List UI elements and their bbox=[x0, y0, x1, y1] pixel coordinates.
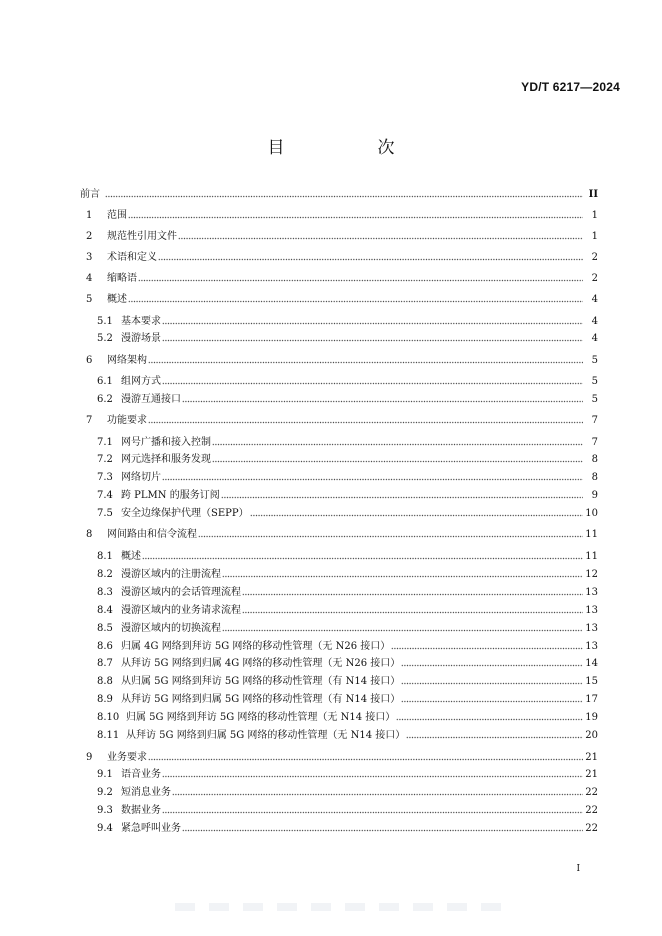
toc-entry-label: 跨 PLMN 的服务订阅 bbox=[121, 490, 220, 501]
toc-entry-page: 8 bbox=[591, 454, 598, 465]
toc-entry[interactable] bbox=[0, 821, 662, 837]
dot-leader bbox=[172, 785, 583, 796]
toc-entry-line bbox=[104, 187, 584, 198]
toc-entry-number: 7.3 bbox=[97, 472, 113, 483]
toc-entry[interactable] bbox=[0, 292, 662, 308]
dot-leader bbox=[162, 767, 583, 778]
document-id: YD/T 6217—2024 bbox=[521, 80, 620, 94]
toc-entry-page: 1 bbox=[591, 231, 598, 242]
toc-entry-page: 2 bbox=[591, 273, 598, 284]
toc-entry-number: 6.2 bbox=[97, 394, 113, 405]
toc-entry[interactable] bbox=[0, 785, 662, 801]
toc-entry-page: 1 bbox=[591, 210, 598, 221]
toc-entry[interactable] bbox=[0, 374, 662, 390]
dot-leader bbox=[250, 506, 583, 517]
toc-entry[interactable] bbox=[0, 452, 662, 468]
dot-leader bbox=[401, 692, 583, 703]
toc-entry[interactable] bbox=[0, 656, 662, 672]
toc-entry-line bbox=[107, 292, 584, 308]
toc-entry-label: 紧急呼叫业务 bbox=[121, 823, 181, 834]
toc-entry-page: 22 bbox=[585, 823, 598, 834]
toc-entry-number: 8.10 bbox=[97, 712, 120, 723]
dot-leader bbox=[401, 656, 583, 667]
toc-entry-number: 8.9 bbox=[97, 694, 113, 705]
toc-entry-page: 2 bbox=[591, 252, 598, 263]
dot-leader bbox=[162, 803, 583, 814]
toc-entry-line bbox=[126, 710, 584, 726]
toc-entry-label: 网号广播和接入控制 bbox=[121, 437, 211, 448]
toc-entry-line bbox=[121, 656, 584, 672]
dot-leader bbox=[212, 452, 583, 463]
toc-entry-page: 11 bbox=[585, 529, 598, 540]
toc-entry[interactable] bbox=[0, 392, 662, 408]
toc-entry-line bbox=[126, 728, 584, 744]
toc-entry-number: 8.2 bbox=[97, 569, 113, 580]
toc-entry-page: 20 bbox=[585, 730, 598, 741]
toc-entry-line bbox=[121, 674, 584, 690]
toc-entry-page: 10 bbox=[585, 508, 598, 519]
toc-entry-number: 6 bbox=[86, 355, 93, 366]
toc-entry[interactable] bbox=[0, 435, 662, 451]
toc-entry-page: 22 bbox=[585, 805, 598, 816]
toc-entry-line bbox=[121, 549, 584, 565]
toc-entry-page: 7 bbox=[591, 437, 598, 448]
toc-entry-number: 9 bbox=[86, 752, 93, 763]
toc-entry[interactable] bbox=[0, 549, 662, 565]
toc-entry-label: 网元选择和服务发现 bbox=[121, 454, 211, 465]
toc-entry-label: 归属 5G 网络到拜访 5G 网络的移动性管理（无 N14 接口） bbox=[126, 712, 396, 723]
toc-entry[interactable] bbox=[0, 585, 662, 601]
toc-entry-line bbox=[121, 567, 584, 583]
toc-entry-page: 13 bbox=[585, 587, 598, 598]
toc-entry[interactable] bbox=[0, 674, 662, 690]
toc-entry-line bbox=[107, 229, 584, 245]
toc-entry-line bbox=[121, 621, 584, 637]
toc-entry-label: 安全边缘保护代理（SEPP） bbox=[121, 508, 249, 519]
toc-entry-label: 业务要求 bbox=[107, 752, 147, 763]
toc-entry-number: 9.2 bbox=[97, 787, 113, 798]
toc-entry-line bbox=[121, 331, 584, 347]
toc-entry-page: 19 bbox=[585, 712, 598, 723]
toc-entry-page: 21 bbox=[585, 752, 598, 763]
toc-entry-page: 4 bbox=[591, 316, 598, 327]
faint-footer-text bbox=[175, 903, 505, 911]
toc-entry-line bbox=[121, 488, 584, 504]
toc-entry-number: 7.5 bbox=[97, 508, 113, 519]
toc-entry-label: 缩略语 bbox=[107, 273, 137, 284]
toc-entry[interactable] bbox=[0, 527, 662, 543]
dot-leader bbox=[105, 187, 583, 198]
toc-entry-label: 前言 bbox=[80, 189, 100, 200]
toc-entry[interactable] bbox=[0, 603, 662, 619]
toc-entry-line bbox=[121, 821, 584, 837]
toc-entry-number: 7 bbox=[86, 415, 93, 426]
toc-entry-label: 归属 4G 网络到拜访 5G 网络的移动性管理（无 N26 接口） bbox=[121, 641, 391, 652]
dot-leader bbox=[162, 331, 583, 342]
toc-entry-page: 8 bbox=[591, 472, 598, 483]
toc-entry-number: 7.4 bbox=[97, 490, 113, 501]
dot-leader bbox=[212, 435, 583, 446]
toc-entry-line bbox=[121, 374, 584, 390]
toc-entry-label: 术语和定义 bbox=[107, 252, 157, 263]
toc-entry[interactable] bbox=[0, 314, 662, 330]
dot-leader bbox=[391, 639, 583, 650]
toc-entry-label: 语音业务 bbox=[121, 769, 161, 780]
toc-entry-number: 5.1 bbox=[97, 316, 113, 327]
toc-entry-number: 9.4 bbox=[97, 823, 113, 834]
toc-entry-page: 5 bbox=[591, 376, 598, 387]
toc-entry-number: 8.3 bbox=[97, 587, 113, 598]
toc-entry-line bbox=[107, 250, 584, 266]
toc-entry-label: 概述 bbox=[121, 551, 141, 562]
toc-entry-page: 13 bbox=[585, 641, 598, 652]
toc-entry-line bbox=[121, 785, 584, 801]
toc-entry-label: 漫游区域内的会话管理流程 bbox=[121, 587, 241, 598]
page-title: 目 次 bbox=[267, 138, 433, 158]
toc-entry-page: 22 bbox=[585, 787, 598, 798]
dot-leader bbox=[158, 250, 583, 261]
toc-entry-line bbox=[107, 413, 584, 429]
toc-entry[interactable] bbox=[0, 353, 662, 369]
toc-entry-label: 网络切片 bbox=[121, 472, 161, 483]
dot-leader bbox=[128, 208, 583, 219]
toc-entry-number: 7.2 bbox=[97, 454, 113, 465]
toc-entry-page: 4 bbox=[591, 294, 598, 305]
toc-entry-number: 4 bbox=[86, 273, 93, 284]
dot-leader bbox=[148, 353, 583, 364]
page-number: I bbox=[576, 864, 580, 874]
toc-entry[interactable] bbox=[0, 767, 662, 783]
toc-entry-line bbox=[121, 767, 584, 783]
dot-leader bbox=[148, 413, 583, 424]
toc-entry-page: 7 bbox=[591, 415, 598, 426]
toc-entry-line bbox=[107, 271, 584, 287]
toc-entry[interactable] bbox=[0, 470, 662, 486]
toc-entry-page: 17 bbox=[585, 694, 598, 705]
toc-entry-page: 12 bbox=[585, 569, 598, 580]
dot-leader bbox=[242, 585, 583, 596]
toc-entry-page: 5 bbox=[591, 394, 598, 405]
toc-entry[interactable] bbox=[0, 488, 662, 504]
toc-entry-line bbox=[107, 208, 584, 224]
toc-entry[interactable] bbox=[0, 803, 662, 819]
toc-entry[interactable] bbox=[0, 728, 662, 744]
dot-leader bbox=[162, 314, 583, 325]
toc-entry-line bbox=[121, 314, 584, 330]
dot-leader bbox=[142, 549, 583, 560]
toc-entry[interactable] bbox=[0, 621, 662, 637]
toc-entry-label: 网间路由和信令流程 bbox=[107, 529, 197, 540]
toc-entry-page: 5 bbox=[591, 355, 598, 366]
toc-entry-label: 概述 bbox=[107, 294, 127, 305]
toc-entry-page: 15 bbox=[585, 676, 598, 687]
toc-entry-line bbox=[121, 692, 584, 708]
toc-entry-number: 6.1 bbox=[97, 376, 113, 387]
toc-entry-line bbox=[121, 506, 584, 522]
toc-entry-page: 9 bbox=[591, 490, 598, 501]
toc-entry[interactable] bbox=[0, 331, 662, 347]
toc-entry-label: 从拜访 5G 网络到归属 5G 网络的移动性管理（无 N14 接口） bbox=[126, 730, 406, 741]
toc-entry[interactable] bbox=[0, 413, 662, 429]
toc-entry-number: 3 bbox=[86, 252, 93, 263]
toc-entry-number: 9.1 bbox=[97, 769, 113, 780]
dot-leader bbox=[401, 674, 583, 685]
toc-entry-number: 2 bbox=[86, 231, 93, 242]
toc-entry-line bbox=[107, 527, 584, 543]
toc-entry-label: 数据业务 bbox=[121, 805, 161, 816]
toc-entry-page: II bbox=[588, 189, 598, 200]
toc-entry-number: 8.8 bbox=[97, 676, 113, 687]
toc-entry-page: 4 bbox=[591, 333, 598, 344]
toc-entry-line bbox=[121, 639, 584, 655]
toc-entry-label: 漫游区域内的业务请求流程 bbox=[121, 605, 241, 616]
toc-entry-label: 从拜访 5G 网络到归属 5G 网络的移动性管理（有 N14 接口） bbox=[121, 694, 401, 705]
toc-entry-number: 5 bbox=[86, 294, 93, 305]
toc-entry-line bbox=[121, 392, 584, 408]
toc-entry-label: 从归属 5G 网络到拜访 5G 网络的移动性管理（有 N14 接口） bbox=[121, 676, 401, 687]
toc-entry-line bbox=[121, 603, 584, 619]
dot-leader bbox=[162, 470, 583, 481]
toc-entry-page: 13 bbox=[585, 605, 598, 616]
toc-entry-label: 范围 bbox=[107, 210, 127, 221]
toc-entry-line bbox=[121, 452, 584, 468]
toc-entry[interactable] bbox=[0, 250, 662, 266]
toc-entry-number: 8.7 bbox=[97, 658, 113, 669]
toc-entry-page: 11 bbox=[585, 551, 598, 562]
toc-entry[interactable] bbox=[0, 271, 662, 287]
dot-leader bbox=[222, 567, 583, 578]
toc-entry-page: 14 bbox=[585, 658, 598, 669]
dot-leader bbox=[221, 488, 583, 499]
toc-entry-label: 漫游区域内的注册流程 bbox=[121, 569, 221, 580]
toc-entry-number: 8.6 bbox=[97, 641, 113, 652]
toc-entry-number: 8.4 bbox=[97, 605, 113, 616]
toc-entry-label: 规范性引用文件 bbox=[107, 231, 177, 242]
toc-entry-label: 组网方式 bbox=[121, 376, 161, 387]
toc-entry-number: 8.11 bbox=[97, 730, 120, 741]
toc-entry-label: 基本要求 bbox=[121, 316, 161, 327]
dot-leader bbox=[138, 271, 583, 282]
dot-leader bbox=[148, 750, 583, 761]
toc-entry-line bbox=[121, 803, 584, 819]
dot-leader bbox=[242, 603, 583, 614]
dot-leader bbox=[178, 229, 583, 240]
toc-entry-page: 21 bbox=[585, 769, 598, 780]
toc-entry-label: 短消息业务 bbox=[121, 787, 171, 798]
toc-entry[interactable] bbox=[0, 639, 662, 655]
toc-entry-line bbox=[121, 470, 584, 486]
toc-entry-page: 13 bbox=[585, 623, 598, 634]
toc-entry[interactable] bbox=[0, 229, 662, 245]
dot-leader bbox=[182, 821, 583, 832]
dot-leader bbox=[182, 392, 583, 403]
toc-entry-label: 从拜访 5G 网络到归属 4G 网络的移动性管理（无 N26 接口） bbox=[121, 658, 401, 669]
dot-leader bbox=[198, 527, 583, 538]
toc-entry-number: 1 bbox=[86, 210, 93, 221]
toc-entry[interactable] bbox=[0, 567, 662, 583]
toc-entry[interactable] bbox=[0, 750, 662, 766]
toc-entry-label: 漫游区域内的切换流程 bbox=[121, 623, 221, 634]
toc-entry-label: 网络架构 bbox=[107, 355, 147, 366]
toc-entry-number: 8 bbox=[86, 529, 93, 540]
toc-entry[interactable] bbox=[0, 187, 662, 203]
toc-entry-number: 7.1 bbox=[97, 437, 113, 448]
toc-entry-line bbox=[121, 585, 584, 601]
toc-entry-number: 5.2 bbox=[97, 333, 113, 344]
dot-leader bbox=[406, 728, 583, 739]
dot-leader bbox=[128, 292, 583, 303]
dot-leader bbox=[396, 710, 583, 721]
toc-entry[interactable] bbox=[0, 506, 662, 522]
toc-entry[interactable] bbox=[0, 208, 662, 224]
toc-entry-line bbox=[107, 353, 584, 369]
toc-entry-number: 8.1 bbox=[97, 551, 113, 562]
toc-entry[interactable] bbox=[0, 692, 662, 708]
toc-entry-number: 9.3 bbox=[97, 805, 113, 816]
toc-entry-line bbox=[107, 750, 584, 766]
dot-leader bbox=[162, 374, 583, 385]
toc-entry-line bbox=[121, 435, 584, 451]
toc-entry[interactable] bbox=[0, 710, 662, 726]
toc-entry-label: 漫游互通接口 bbox=[121, 394, 181, 405]
toc-entry-label: 漫游场景 bbox=[121, 333, 161, 344]
dot-leader bbox=[222, 621, 583, 632]
toc-entry-number: 8.5 bbox=[97, 623, 113, 634]
toc-entry-label: 功能要求 bbox=[107, 415, 147, 426]
